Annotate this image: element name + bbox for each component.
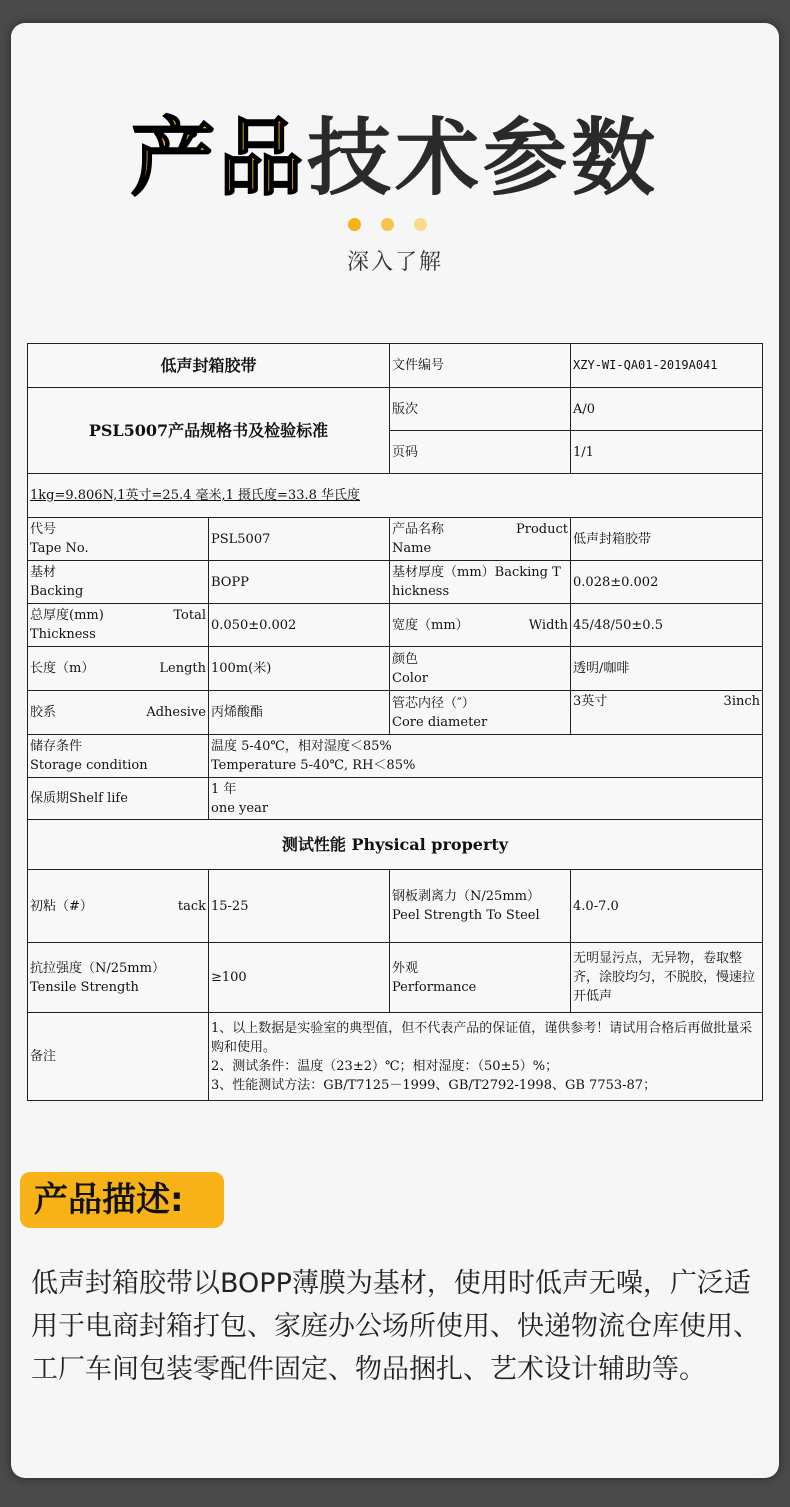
units-note — [28, 474, 763, 518]
backing-value: BOPP — [209, 561, 390, 604]
tack-label-cell — [28, 870, 209, 943]
code-label-cell — [28, 518, 209, 561]
storage-label-cell — [28, 735, 209, 778]
appearance-label-en: Performance — [392, 979, 477, 995]
page-title — [0, 108, 790, 208]
remark-1: 1、以上数据是实验室的典型值，但不代表产品的保证值，谨供参考！请试用合格后再做批量采购和使用。 — [211, 1020, 753, 1055]
spec-title-cell: PSL5007产品规格书及检验标准 — [28, 388, 390, 474]
color-label-en: Color — [392, 670, 428, 686]
total-thick-value: 0.050±0.002 — [209, 604, 390, 647]
decorative-dots — [348, 218, 427, 231]
core-value-cell — [571, 691, 763, 735]
total-thick-label: 总厚度(mm) — [30, 608, 104, 623]
adhesive-label-en: Adhesive — [146, 705, 206, 720]
title-highlight: 产品 — [130, 109, 307, 207]
length-label: 长度（m） — [30, 661, 95, 676]
length-value: 100m(米) — [209, 647, 390, 691]
name-label: 产品名称 — [392, 522, 445, 537]
backing-label: 基材 — [30, 565, 57, 580]
color-value: 透明/咖啡 — [571, 647, 763, 691]
name-label-en: Product — [516, 522, 569, 537]
storage-value-cell — [209, 735, 763, 778]
title-rest: 技术参数 — [307, 109, 660, 207]
dot-1 — [348, 218, 361, 231]
version-value: A/0 — [571, 388, 763, 431]
page-subtitle: 深入了解 — [346, 250, 443, 275]
remark-3: 3、性能测试方法：GB/T7125－1999、GB/T2792-1998、GB 7753-87； — [211, 1077, 657, 1093]
length-label-cell — [28, 647, 209, 691]
tack-label: 初粘（#） — [30, 898, 93, 914]
shelf-label: 保质期Shelf life — [28, 778, 209, 820]
file-no-value: XZY-WI-QA01-2019A041 — [571, 344, 763, 388]
remark-2: 2、测试条件：温度（23±2）℃；相对湿度：（50±5）%； — [211, 1058, 559, 1074]
product-name-cell: 低声封箱胶带 — [28, 344, 390, 388]
appearance-label: 外观 — [392, 960, 419, 976]
width-label: 宽度（mm） — [392, 617, 469, 633]
shelf-value-cell — [209, 778, 763, 820]
peel-label: 钢板剥离力（N/25mm） — [392, 889, 540, 904]
appearance-label-cell — [390, 943, 571, 1013]
description-tag: 产品描述: — [20, 1172, 224, 1228]
code-value: PSL5007 — [209, 518, 390, 561]
tensile-value: ≥100 — [209, 943, 390, 1013]
page-value: 1/1 — [571, 431, 763, 474]
peel-value: 4.0-7.0 — [571, 870, 763, 943]
width-label-en: Width — [528, 617, 569, 633]
adhesive-label-cell — [28, 691, 209, 735]
storage-label: 储存条件 — [30, 739, 83, 754]
tensile-label: 抗拉强度（N/25mm） — [30, 960, 165, 976]
name-value: 低声封箱胶带 — [571, 518, 763, 561]
shelf-value-en: one year — [211, 800, 269, 816]
code-label: 代号 — [30, 522, 57, 537]
tensile-label-en: Tensile Strength — [30, 979, 139, 995]
total-thick-label-cell — [28, 604, 209, 647]
storage-value: 温度 5-40℃，相对湿度＜85% — [211, 739, 392, 754]
width-value: 45/48/50±0.5 — [571, 604, 763, 647]
adhesive-value: 丙烯酸酯 — [209, 691, 390, 735]
version-label: 版次 — [390, 388, 571, 431]
backing-label-en: Backing — [30, 584, 84, 599]
storage-label-en: Storage condition — [30, 758, 148, 773]
total-thick-label-en: Total — [173, 608, 206, 623]
core-label: 管芯内径（″） — [392, 695, 475, 711]
appearance-value: 无明显污点，无异物，卷取整齐，涂胶均匀，不脱胶，慢速拉开低声 — [571, 943, 763, 1013]
adhesive-label: 胶系 — [30, 705, 57, 720]
peel-label-cell — [390, 870, 571, 943]
tack-label-en: tack — [177, 898, 206, 914]
name-label-cell — [390, 518, 571, 561]
backing-thick-value: 0.028±0.002 — [571, 561, 763, 604]
core-label-cell — [390, 691, 571, 735]
tensile-label-cell — [28, 943, 209, 1013]
description-text: 低声封箱胶带以BOPP薄膜为基材，使用时低声无噪，广泛适用于电商封箱打包、家庭办公场所使用、快递物流仓库使用、工厂车间包装零配件固定、物品捆扎、艺术设计辅助等。 — [31, 1268, 760, 1385]
units-note-text: 1kg=9.806N,1英寸=25.4 毫米,1 摄氏度=33.8 华氏度 — [30, 488, 361, 503]
name-label-en2: Name — [392, 541, 432, 556]
shelf-value: 1 年 — [211, 781, 237, 797]
width-label-cell — [390, 604, 571, 647]
core-value-en: 3inch — [723, 694, 761, 709]
storage-value-en: Temperature 5-40℃, RH＜85% — [211, 758, 416, 773]
backing-label-cell — [28, 561, 209, 604]
page-label: 页码 — [390, 431, 571, 474]
color-label: 颜色 — [392, 651, 419, 667]
physical-heading: 测试性能 Physical property — [28, 820, 763, 870]
core-value: 3英寸 — [573, 694, 608, 709]
remarks-cell — [209, 1013, 763, 1101]
total-thick-label-en2: Thickness — [30, 627, 96, 642]
color-label-cell — [390, 647, 571, 691]
length-label-en: Length — [159, 661, 206, 676]
code-label-en: Tape No. — [30, 541, 89, 556]
remarks-label: 备注 — [28, 1013, 209, 1101]
spec-table — [27, 343, 763, 1101]
dot-3 — [414, 218, 427, 231]
file-no-label: 文件编号 — [390, 344, 571, 388]
backing-thick-label: 基材厚度（mm）Backing Thickness — [390, 561, 571, 604]
core-label-en: Core diameter — [392, 714, 488, 730]
peel-label-en: Peel Strength To Steel — [392, 908, 540, 923]
dot-2 — [381, 218, 394, 231]
tack-value: 15-25 — [209, 870, 390, 943]
